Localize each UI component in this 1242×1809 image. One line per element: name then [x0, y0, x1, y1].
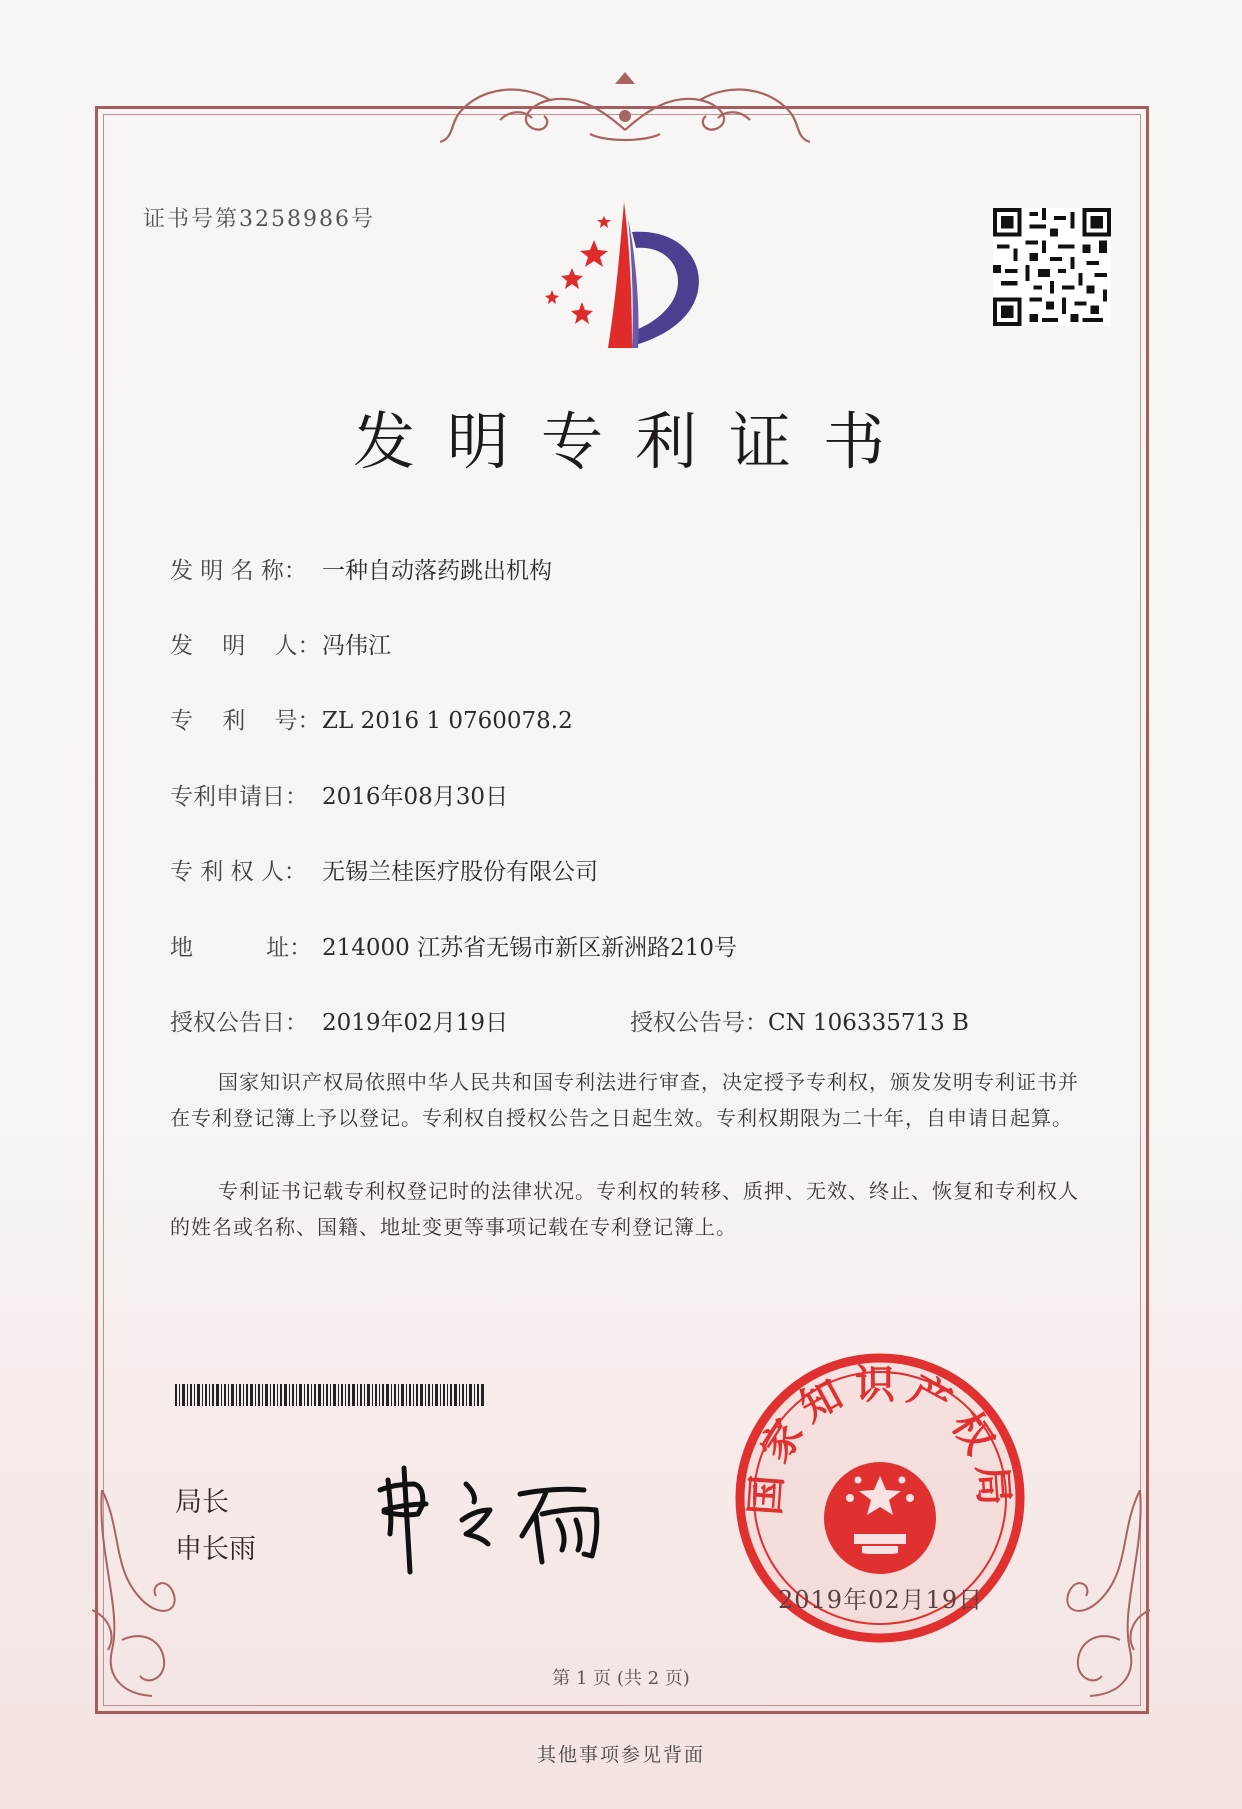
field-label: 专利申请日：: [170, 784, 308, 810]
patent-office-emblem-icon: [532, 198, 728, 352]
field-value: 2016年08月30日: [322, 784, 509, 810]
legal-paragraph-2: 专利证书记载专利权登记时的法律状况。专利权的转移、质押、无效、终止、恢复和专利权人的姓名或名称、国籍、地址变更等事项记载在专利登记簿上。: [170, 1179, 1079, 1239]
field-invention-name: [170, 552, 552, 585]
field-label: 专 利 权 人：: [170, 859, 307, 885]
field-label: 发 明 名 称：: [170, 558, 307, 584]
field-label: 专 利 号：: [170, 708, 321, 734]
field-announcement-number: [630, 1004, 969, 1037]
field-value: CN 106335713 B: [768, 1010, 969, 1036]
field-label: 发 明 人：: [170, 633, 321, 659]
certificate-number: 证书号第3258986号: [143, 207, 375, 232]
field-label: 授权公告日：: [170, 1010, 308, 1036]
field-value: 冯伟江: [322, 633, 391, 659]
seal-text: 国家知识产权局: [741, 1361, 1019, 1517]
field-value: 一种自动落药跳出机构: [322, 558, 552, 584]
field-value: 214000 江苏省无锡市新区新洲路210号: [322, 935, 738, 961]
barcode-icon: [175, 1384, 485, 1406]
field-label: 授权公告号：: [630, 1010, 768, 1036]
field-value: ZL 2016 1 0760078.2: [322, 708, 573, 734]
field-application-date: [170, 778, 508, 811]
field-grant-date: [170, 1004, 508, 1037]
field-patentee: [170, 853, 598, 886]
page-number: 第 1 页 (共 2 页): [552, 1668, 690, 1689]
qr-code-icon[interactable]: [993, 208, 1111, 326]
director-name: 申长雨: [175, 1534, 256, 1565]
director-signature-icon: [370, 1450, 640, 1580]
top-ornament-icon: [440, 72, 810, 152]
seal-date: 2019年02月19日: [778, 1586, 984, 1614]
footer-note: 其他事项参见背面: [536, 1744, 705, 1766]
director-title: 局长: [175, 1487, 229, 1518]
field-value: 2019年02月19日: [322, 1010, 509, 1036]
field-address: [170, 929, 737, 962]
field-patent-number: [170, 702, 573, 735]
document-title: 发明专利证书: [352, 405, 917, 478]
field-value: 无锡兰桂医疗股份有限公司: [322, 859, 598, 885]
legal-paragraph-1: 国家知识产权局依照中华人民共和国专利法进行审查，决定授予专利权，颁发发明专利证书并在专利登记簿上予以登记。专利权自授权公告之日起生效。专利权期限为二十年，自申请日起算。: [170, 1070, 1079, 1130]
field-label: 地 址：: [170, 935, 313, 961]
field-inventor: [170, 627, 391, 660]
